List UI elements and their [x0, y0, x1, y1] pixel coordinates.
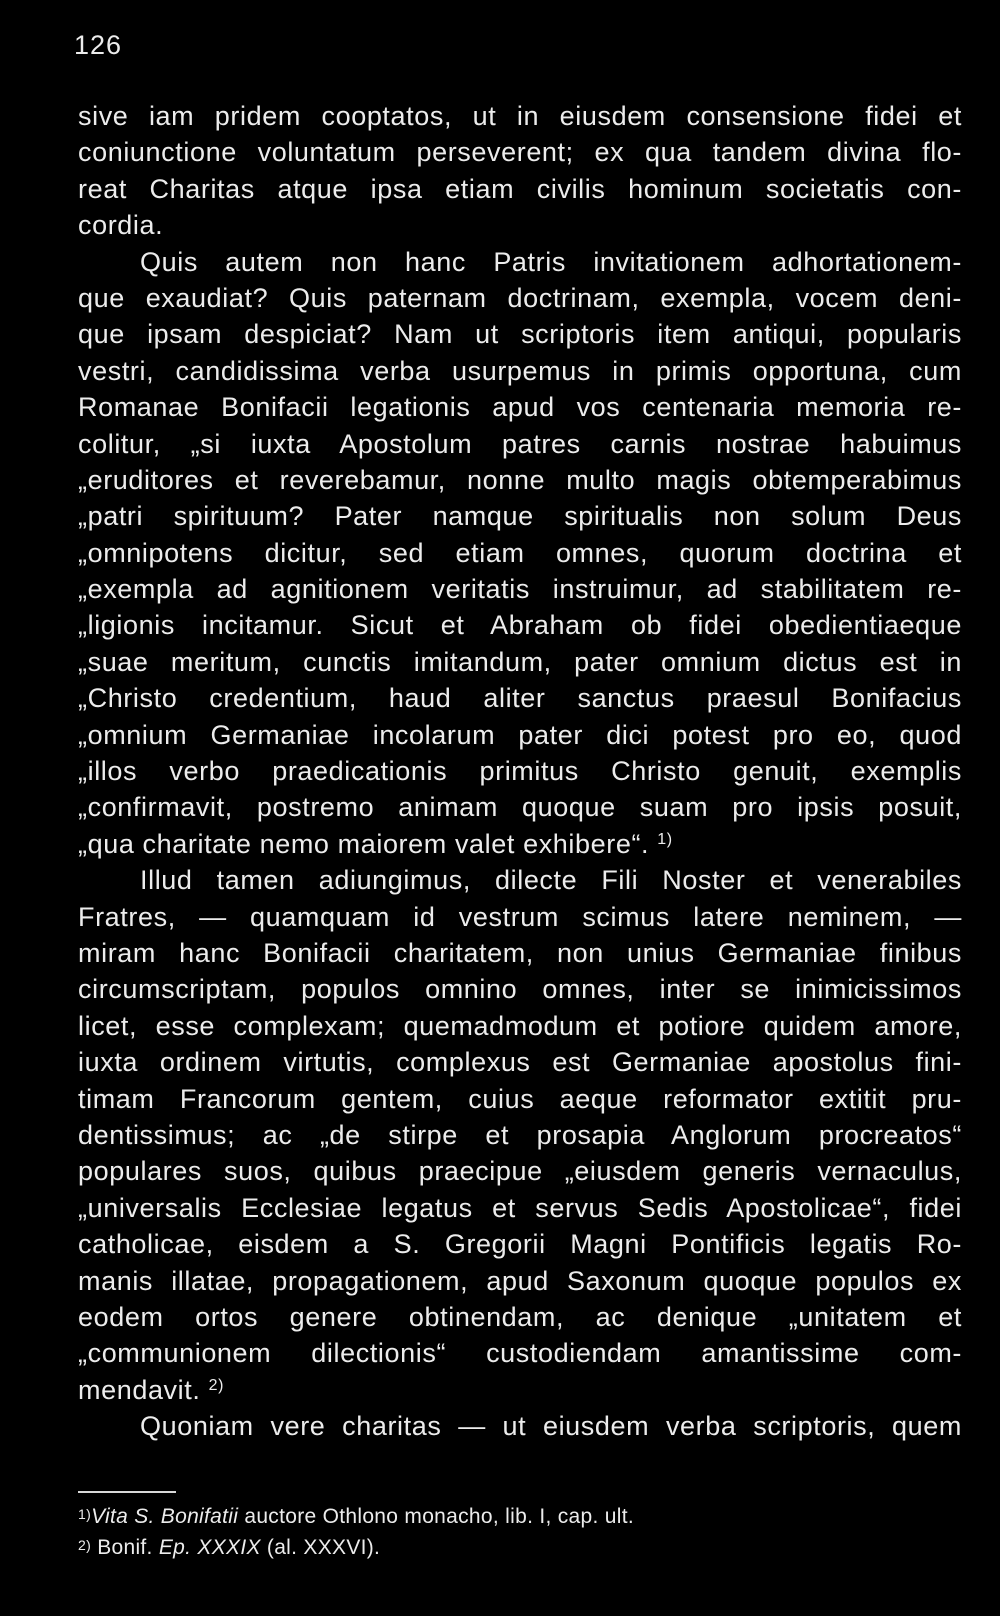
text-line: licet, esse complexam; quemadmodum et potiore quidem amore, [78, 1010, 962, 1041]
text-line: dentissimus; ac „de stirpe et prosapia Anglorum procreatos“ [78, 1119, 962, 1150]
text-line: „illos verbo praedicationis primitus Christo genuit, exemplis [78, 756, 962, 787]
text-line: cordia. [78, 210, 164, 241]
paragraph [78, 244, 962, 863]
text-line: iuxta ordinem virtutis, complexus est Germaniae apostolus fini- [78, 1047, 962, 1078]
text-line: „ligionis incitamur. Sicut et Abraham ob fidei obedientiaeque [78, 610, 962, 641]
text-line: Romanae Bonifacii legationis apud vos centenaria memoria re- [78, 392, 962, 423]
text-line: miram hanc Bonifacii charitatem, non unius Germaniae finibus [78, 937, 962, 968]
text-line: coniunctione voluntatum perseverent; ex qua tandem divina flo- [78, 137, 962, 168]
text-line: Fratres, — quamquam id vestrum scimus latere neminem, — [78, 901, 962, 932]
text-line: „eruditores et reverebamur, nonne multo magis obtemperabimus [78, 464, 962, 495]
footnote-reference[interactable]: 1) [657, 830, 673, 848]
text-line: vestri, candidissima verba usurpemus in primis opportuna, cum [78, 355, 962, 386]
text-line: sive iam pridem cooptatos, ut in eiusdem consensione fidei et [78, 101, 962, 131]
footnote-rule [78, 1491, 176, 1493]
text-line: colitur, „si iuxta Apostolum patres carnis nostrae habuimus [78, 428, 962, 459]
text-line: que exaudiat? Quis paternam doctrinam, exempla, vocem deni- [78, 282, 962, 313]
footnote: $^{2)}$ Bonif. Ep. XXXIX (al. XXXVI). [78, 1536, 381, 1559]
text-line: que ipsam despiciat? Nam ut scriptoris item antiqui, popularis [78, 319, 962, 350]
paragraph [78, 98, 962, 244]
text-line: Illud tamen adiungimus, dilecte Fili Noster et venerabiles [140, 865, 962, 896]
text-line: Quoniam vere charitas — ut eiusdem verba scriptoris, quem [140, 1411, 962, 1442]
footnotes [78, 1501, 962, 1563]
text-line: „omnium Germaniae incolarum pater dici potest pro eo, quod [78, 719, 962, 750]
text-line: „qua charitate nemo maiorem valet exhibere“. $^{1)}$ [78, 828, 673, 859]
text-line: „communionem dilectionis“ custodiendam amantissime com- [78, 1338, 962, 1369]
text-line: catholicae, eisdem a S. Gregorii Magni Pontificis legatis Ro- [78, 1229, 962, 1260]
text-line: „patri spirituum? Pater namque spiritualis non solum Deus [78, 501, 962, 532]
text-line: timam Francorum gentem, cuius aeque reformator extitit pru- [78, 1083, 962, 1114]
page-number: 126 [74, 30, 123, 60]
paragraph [78, 1408, 962, 1444]
text-line: populares suos, quibus praecipue „eiusdem generis vernaculus, [78, 1156, 962, 1187]
text-line: Quis autem non hanc Patris invitationem adhortationem- [140, 246, 962, 277]
text-line: circumscriptam, populos omnino omnes, inter se inimicissimos [78, 974, 962, 1005]
text-line: „exempla ad agnitionem veritatis instruimur, ad stabilitatem re- [78, 574, 962, 605]
text-line: „Christo credentium, haud aliter sanctus praesul Bonifacius [78, 683, 962, 714]
text-line: „suae meritum, cunctis imitandum, pater omnium dictus est in [78, 646, 962, 677]
text-line: eodem ortos genere obtinendam, ac denique „unitatem et [78, 1301, 962, 1332]
text-line: „omnipotens dicitur, sed etiam omnes, quorum doctrina et [78, 537, 962, 568]
text-line: mendavit. $^{2)}$ [78, 1374, 225, 1405]
text-line: reat Charitas atque ipsa etiam civilis hominum societatis con- [78, 173, 962, 204]
footnote-reference[interactable]: 2) [208, 1376, 225, 1394]
body-text [78, 98, 962, 1444]
footnote: $^{1)}$Vita S. Bonifatii auctore Othlono monacho, lib. I, cap. ult. [78, 1505, 634, 1528]
text-line: „universalis Ecclesiae legatus et servus Sedis Apostolicae“, fidei [78, 1192, 962, 1223]
text-line: „confirmavit, postremo animam quoque suam pro ipsis posuit, [78, 792, 962, 823]
paragraph [78, 862, 962, 1408]
text-line: manis illatae, propagationem, apud Saxonum quoque populos ex [78, 1265, 962, 1296]
